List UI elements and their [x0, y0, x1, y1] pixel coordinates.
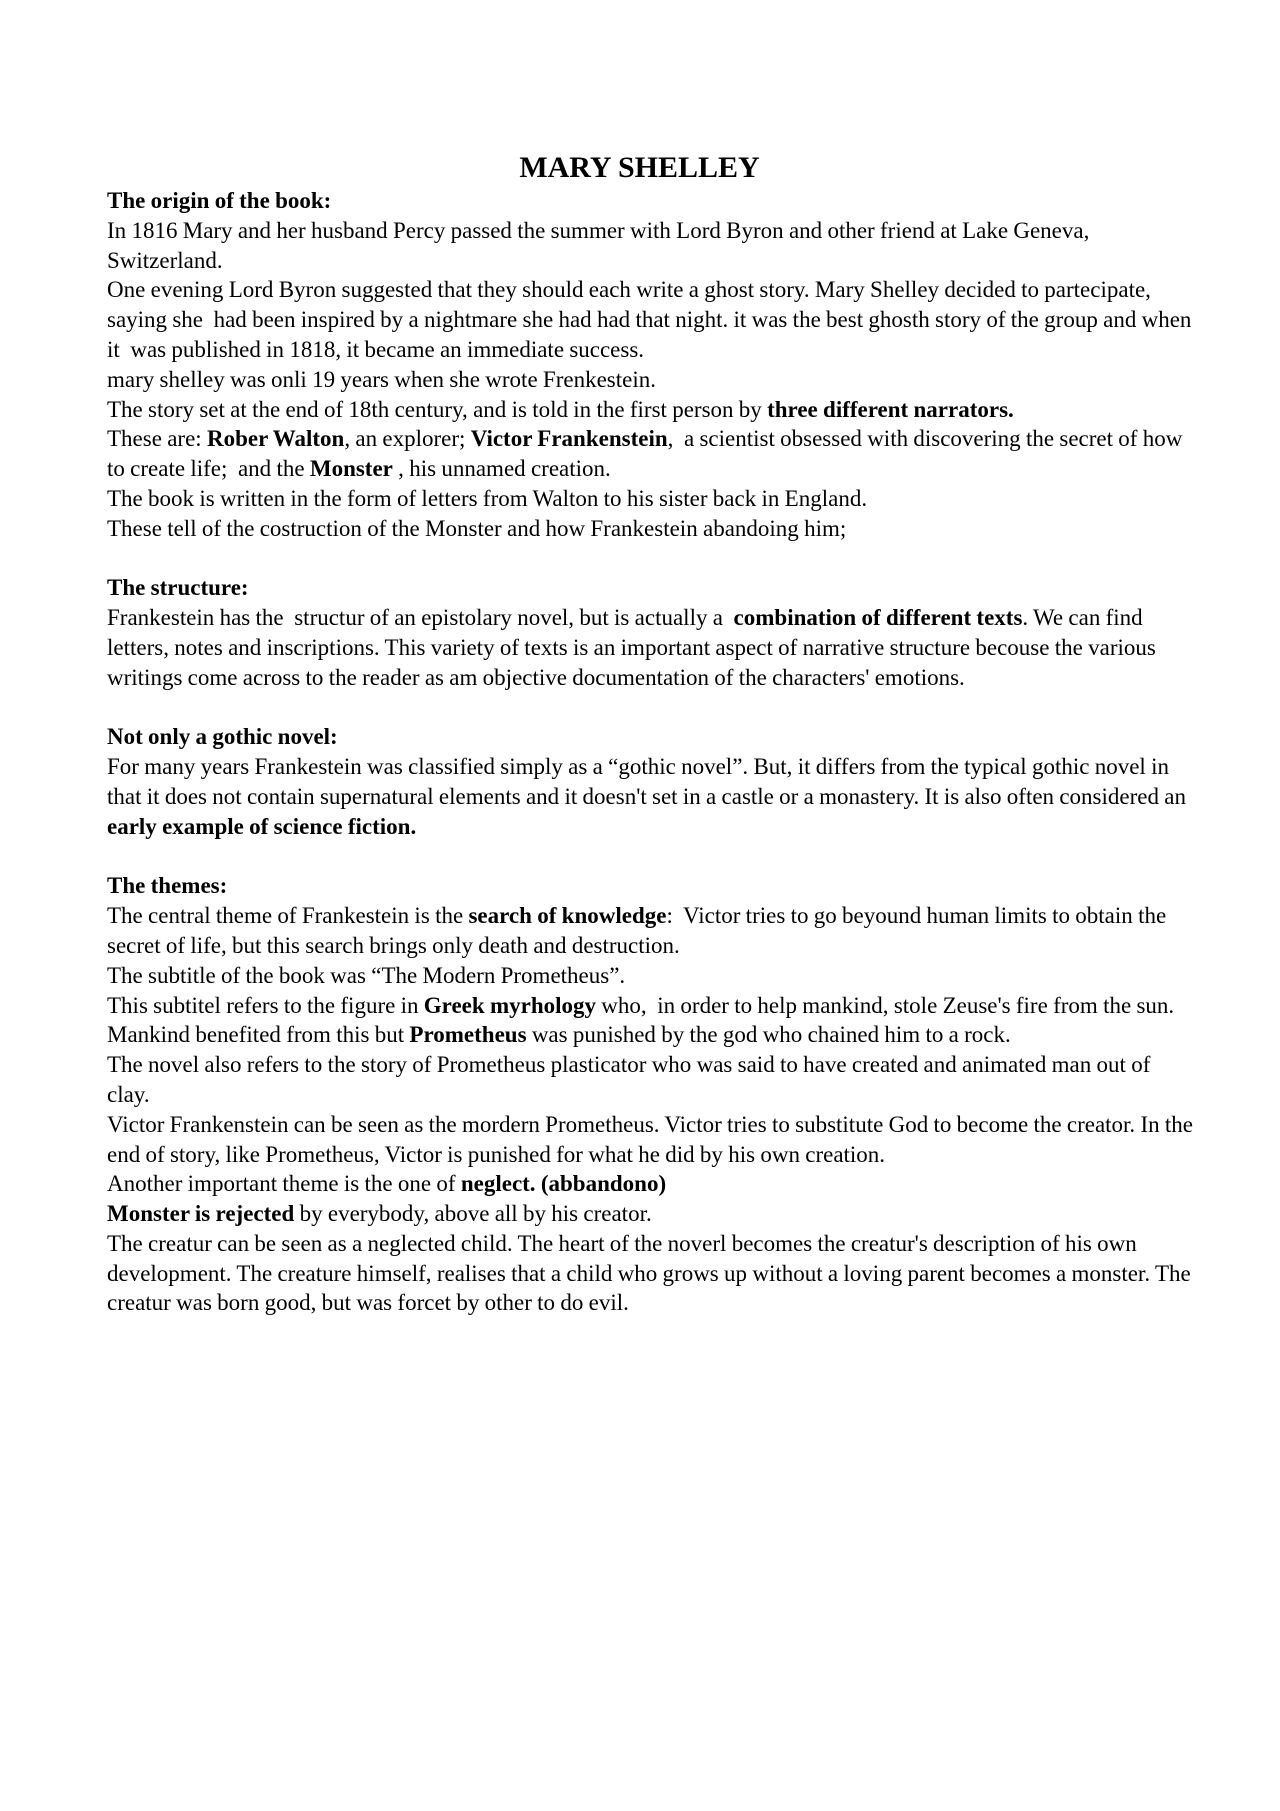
text-run: The structure:: [107, 575, 249, 601]
paragraph: [107, 216, 1196, 276]
text-run: mary shelley was onli 19 years when she wrote Frenkestein.: [107, 366, 656, 392]
paragraph: [107, 1169, 1196, 1199]
section-heading-structure: [107, 573, 1196, 603]
text-run: neglect. (abbandono): [460, 1171, 667, 1197]
text-run: One evening Lord Byron suggested that they should each write a ghost story. Mary Shelley decided to partecipate, saying she had been inspired by a nightmare she had had that night. it was the best ghosth story of the group and when it was published in 1818, it became an immediate success.: [107, 277, 1197, 362]
text-run: by everybody, above all by his creator.: [294, 1201, 652, 1227]
paragraph: [107, 991, 1196, 1051]
text-run: , a scientist obsessed with discovering the secret of how to create life; and the: [107, 426, 1188, 482]
text-run: Monster is rejected: [107, 1201, 295, 1227]
paragraph: [107, 1110, 1199, 1170]
paragraph: [107, 752, 1196, 841]
section-heading-themes: [107, 871, 1196, 901]
text-run: The book is written in the form of letters from Walton to his sister back in England.: [107, 485, 868, 511]
text-run: who, in order to help mankind, stole Zeuse's fire from the sun. Mankind benefited from this but: [107, 992, 1180, 1048]
text-run: These tell of the costruction of the Monster and how Frankestein abandoing him;: [107, 515, 847, 541]
paragraph: [107, 1229, 1196, 1318]
paragraph: [107, 1050, 1196, 1110]
text-run: three different narrators.: [767, 396, 1014, 422]
paragraph: [107, 901, 1196, 961]
text-run: , his unnamed creation.: [392, 456, 611, 482]
paragraph: [107, 424, 1196, 484]
text-run: For many years Frankestein was classified simply as a “gothic novel”. But, it differs from the typical gothic novel in that it does not contain supernatural elements and it doesn't set in a castle or a monastery. It is also often considered an: [107, 754, 1192, 809]
text-run: The novel also refers to the story of Prometheus plasticator who was said to have created and animated man out of clay.: [107, 1052, 1156, 1107]
paragraph: [107, 961, 1196, 991]
text-run: , an explorer;: [344, 426, 471, 452]
text-run: The subtitle of the book was “The Modern Prometheus”.: [107, 962, 626, 988]
text-run: search of knowledge: [468, 903, 667, 929]
blank-line: [107, 693, 1196, 723]
text-run: Greek myrhology: [423, 992, 597, 1018]
text-run: Prometheus: [409, 1022, 527, 1048]
document-title: MARY SHELLEY: [519, 151, 760, 184]
text-run: early example of science fiction.: [107, 813, 417, 839]
text-run: These are:: [107, 426, 207, 452]
text-run: Frankestein has the structur of an epistolary novel, but is actually a: [107, 605, 734, 631]
paragraph: [107, 275, 1196, 364]
text-run: This subtitel refers to the figure in: [107, 992, 424, 1018]
section-heading-gothic: [107, 722, 1196, 752]
paragraph: [107, 1199, 1196, 1229]
text-run: : Victor tries to go beyound human limits to obtain the secret of life, but this search brings only death and destruction.: [107, 903, 1172, 958]
text-run: Not only a gothic novel:: [107, 724, 338, 750]
section-heading-origin: [107, 186, 1196, 216]
text-run: The story set at the end of 18th century, and is told in the first person by: [107, 396, 768, 422]
text-run: The themes:: [107, 873, 228, 899]
paragraph: [107, 365, 1196, 395]
text-run: In 1816 Mary and her husband Percy passed the summer with Lord Byron and other friend at Lake Geneva, Switzerland.: [107, 217, 1095, 273]
text-run: . We can find letters, notes and inscriptions. This variety of texts is an important aspect of narrative structure becouse the various writings come across to the reader as am objective documentation of the characters' emotions.: [107, 605, 1162, 690]
paragraph: [107, 514, 1196, 544]
text-run: Rober Walton: [206, 426, 345, 452]
paragraph: [107, 603, 1196, 692]
blank-line: [107, 842, 1196, 872]
text-run: Victor Frankenstein: [470, 426, 668, 452]
text-run: Another important theme is the one of: [107, 1171, 461, 1197]
text-run: was punished by the god who chained him to a rock.: [526, 1022, 1011, 1048]
paragraph: [107, 395, 1196, 425]
paragraph: [107, 484, 1196, 514]
text-run: combination of different texts: [733, 605, 1023, 631]
text-run: The central theme of Frankestein is the: [107, 903, 469, 929]
text-run: Monster: [309, 456, 393, 482]
blank-line: [107, 544, 1196, 574]
text-run: The origin of the book:: [107, 188, 332, 213]
text-run: The creatur can be seen as a neglected child. The heart of the noverl becomes the creatur's description of his own development. The creature himself, realises that a child who grows up without a loving parent becomes a monster. The creatur was born good, but was forcet by other to do evil.: [107, 1230, 1197, 1316]
text-run: Victor Frankenstein can be seen as the mordern Prometheus. Victor tries to substitute God to become the creator. In the end of story, like Prometheus, Victor is punished for what he did by his own creation.: [107, 1111, 1199, 1167]
